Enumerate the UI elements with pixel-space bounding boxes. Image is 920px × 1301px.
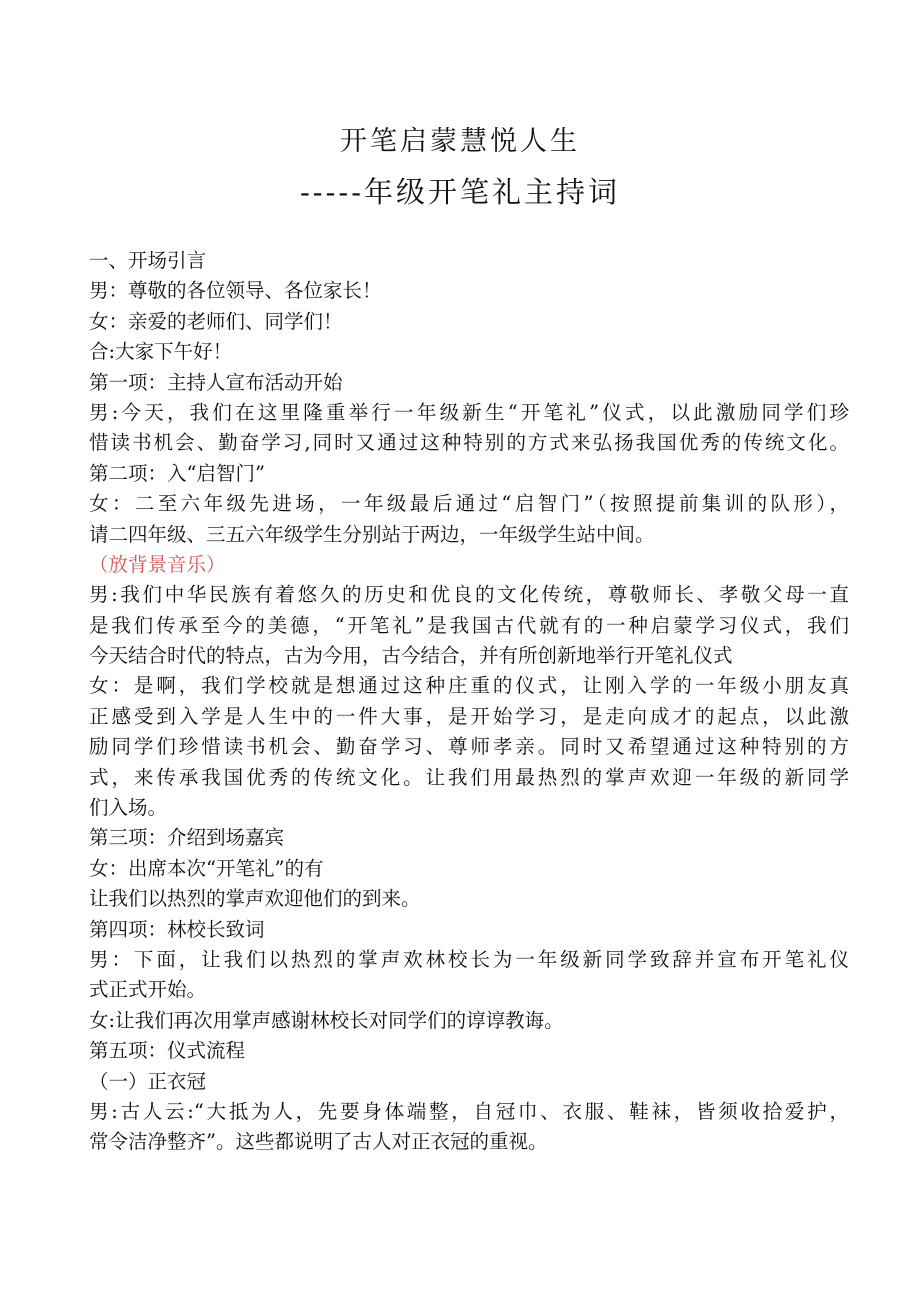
- section-heading: 第二项：入“启智门”: [89, 461, 265, 485]
- section-heading: 一、开场引言: [89, 249, 207, 272]
- text-line: 式，来传承我国优秀的传统文化。让我们用最热烈的掌声欢迎一年级的新同学: [89, 765, 849, 789]
- text-line: 常令洁净整齐”。这些都说明了古人对正衣冠的重视。: [89, 1130, 548, 1154]
- section-heading: 第四项：林校长致词: [89, 917, 265, 941]
- text-line: 正感受到入学是人生中的一件大事，是开始学习，是走向成才的起点，以此激: [89, 704, 849, 728]
- text-line: 女：出席本次“开笔礼”的有: [89, 856, 324, 880]
- stage-direction: （放背景音乐）: [89, 552, 226, 576]
- document-subtitle: -----年级开笔礼主持词: [300, 175, 620, 209]
- document-body: [89, 246, 849, 1158]
- document-title: 开笔启蒙慧悦人生: [340, 126, 580, 157]
- text-line: 女：二至六年级先进场，一年级最后通过“启智门”（按照提前集训的队形），: [89, 492, 849, 516]
- text-line: 男:今天，我们在这里隆重举行一年级新生“开笔礼”仪式，以此激励同学们珍: [89, 400, 849, 424]
- text-line: 让我们以热烈的掌声欢迎他们的到来。: [89, 887, 421, 911]
- section-heading: 第三项：介绍到场嘉宾: [89, 826, 285, 850]
- text-line: 合:大家下午好！: [89, 340, 233, 364]
- section-heading: 第一项：主持人宣布活动开始: [89, 370, 343, 394]
- text-line: 女:让我们再次用掌声感谢林校长对同学们的谆谆教诲。: [89, 1008, 564, 1032]
- text-line: 女：亲爱的老师们、同学们！: [89, 309, 343, 333]
- text-line: 励同学们珍惜读书机会、勤奋学习、尊师孝亲。同时又希望通过这种特别的方: [89, 735, 849, 759]
- text-line: 惜读书机会、勤奋学习,同时又通过这种特别的方式来弘扬我国优秀的传统文化。: [89, 431, 849, 455]
- text-line: 们入场。: [89, 796, 168, 820]
- text-line: 男:我们中华民族有着悠久的历史和优良的文化传统，尊敬师长、孝敬父母一直: [89, 583, 849, 607]
- text-line: 男:古人云:“大抵为人，先要身体端整，自冠巾、衣服、鞋袜，皆须收拾爱护，: [89, 1099, 849, 1123]
- text-line: 男：下面，让我们以热烈的掌声欢林校长为一年级新同学致辞并宣布开笔礼仪: [89, 947, 849, 971]
- subsection-heading: （一）正衣冠: [89, 1069, 207, 1093]
- section-heading: 第五项：仪式流程: [89, 1039, 246, 1063]
- text-line: 女：是啊，我们学校就是想通过这种庄重的仪式，让刚入学的一年级小朋友真: [89, 674, 849, 698]
- text-line: 请二四年级、三五六年级学生分别站于两边，一年级学生站中间。: [89, 522, 655, 546]
- text-line: 式正式开始。: [89, 978, 207, 1002]
- text-line: 今天结合时代的特点，古为今用，古今结合，并有所创新地举行开笔礼仪式: [89, 644, 733, 668]
- text-line: 是我们传承至今的美德，“开笔礼”是我国古代就有的一种启蒙学习仪式，我们: [89, 613, 849, 637]
- text-line: 男：尊敬的各位领导、各位家长！: [89, 279, 382, 303]
